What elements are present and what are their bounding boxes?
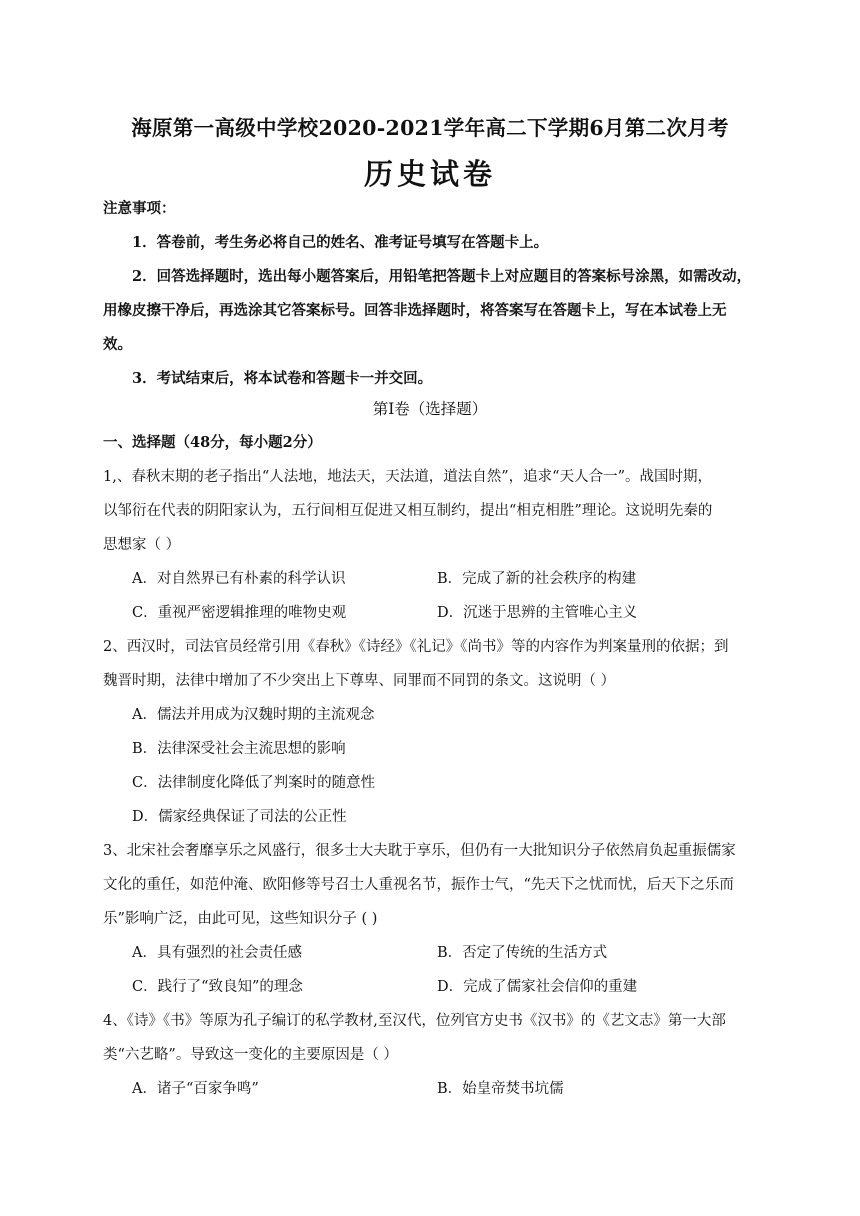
q1-option-a: A．对自然界已有朴素的科学认识: [132, 571, 346, 587]
q1-stem-line-1: 1,、春秋末期的老子指出“人法地，地法天，天法道，道法自然”，追求“天人合一”。战国时期，: [103, 469, 712, 485]
notice-item-1: 1．答卷前，考生务必将自己的姓名、准考证号填写在答题卡上。: [132, 234, 549, 251]
exam-title: 海原第一高级中学校2020-2021学年高二下学期6月第二次月考: [131, 116, 729, 140]
q1-option-c: C．重视严密逻辑推理的唯物史观: [132, 605, 347, 621]
q1-option-d: D．沉迷于思辨的主管唯心主义: [437, 605, 638, 621]
q2-option-d: D．儒家经典保证了司法的公正性: [132, 809, 347, 825]
q3-option-b: B．否定了传统的生活方式: [437, 945, 608, 961]
q2-stem-line-1: 2、西汉时，司法官员经常引用《春秋》《诗经》《礼记》《尚书》等的内容作为判案量刑的依据；到: [103, 639, 729, 655]
q3-option-c: C．践行了“致良知”的理念: [132, 979, 303, 995]
q4-option-b: B．始皇帝焚书坑儒: [437, 1081, 564, 1097]
q3-option-a: A．具有强烈的社会责任感: [132, 945, 302, 961]
notice-item-2-line-1: 2．回答选择题时，选出每小题答案后，用铅笔把答题卡上对应题目的答案标号涂黑，如需改动，: [132, 268, 752, 285]
q1-stem-line-2: 以邹衍在代表的阴阳家认为，五行间相互促进又相互制约，提出“相克相胜”理论。这说明先秦的: [103, 503, 713, 519]
exam-subtitle: 历史试卷: [363, 157, 496, 191]
q4-stem-line-2: 类“六艺略”。导致这一变化的主要原因是（ ）: [103, 1047, 398, 1063]
q2-stem-line-2: 魏晋时期，法律中增加了不少突出上下尊卑、同罪而不同罚的条文。这说明（ ）: [103, 673, 616, 689]
q2-option-b: B．法律深受社会主流思想的影响: [132, 741, 346, 757]
part-title: 第Ⅰ卷（选择题）: [372, 400, 488, 418]
q4-option-a: A．诸子“百家争鸣”: [132, 1081, 259, 1097]
notice-item-3: 3．考试结束后，将本试卷和答题卡一并交回。: [132, 370, 433, 387]
q2-option-c: C．法律制度化降低了判案时的随意性: [132, 775, 376, 791]
q1-option-b: B．完成了新的社会秩序的构建: [437, 571, 637, 587]
q3-stem-line-1: 3、北宋社会奢靡享乐之风盛行，很多士大夫耽于享乐，但仍有一大批知识分子依然肩负起重振儒家: [103, 843, 736, 859]
q3-stem-line-2: 文化的重任，如范仲淹、欧阳修等号召士人重视名节，振作士气，“先天下之忧而忧，后天下之乐而: [103, 877, 734, 893]
q3-option-d: D．完成了儒家社会信仰的重建: [437, 979, 638, 995]
q4-stem-line-1: 4、《诗》《书》等原为孔子编订的私学教材,至汉代，位列官方史书《汉书》的《艺文志》第一大部: [103, 1013, 726, 1029]
q3-stem-line-3: 乐”影响广泛，由此可见，这些知识分子 ( ): [103, 911, 378, 927]
notice-heading: 注意事项：: [103, 200, 176, 217]
notice-item-2-line-2: 用橡皮擦干净后，再选涂其它答案标号。回答非选择题时，将答案写在答题卡上，写在本试卷上无: [103, 302, 727, 319]
section-heading: 一、选择题（48分，每小题2分）: [103, 434, 322, 451]
q1-stem-line-3: 思想家（ ）: [103, 537, 181, 553]
notice-item-2-line-3: 效。: [103, 336, 132, 353]
q2-option-a: A．儒法并用成为汉魏时期的主流观念: [132, 707, 375, 723]
